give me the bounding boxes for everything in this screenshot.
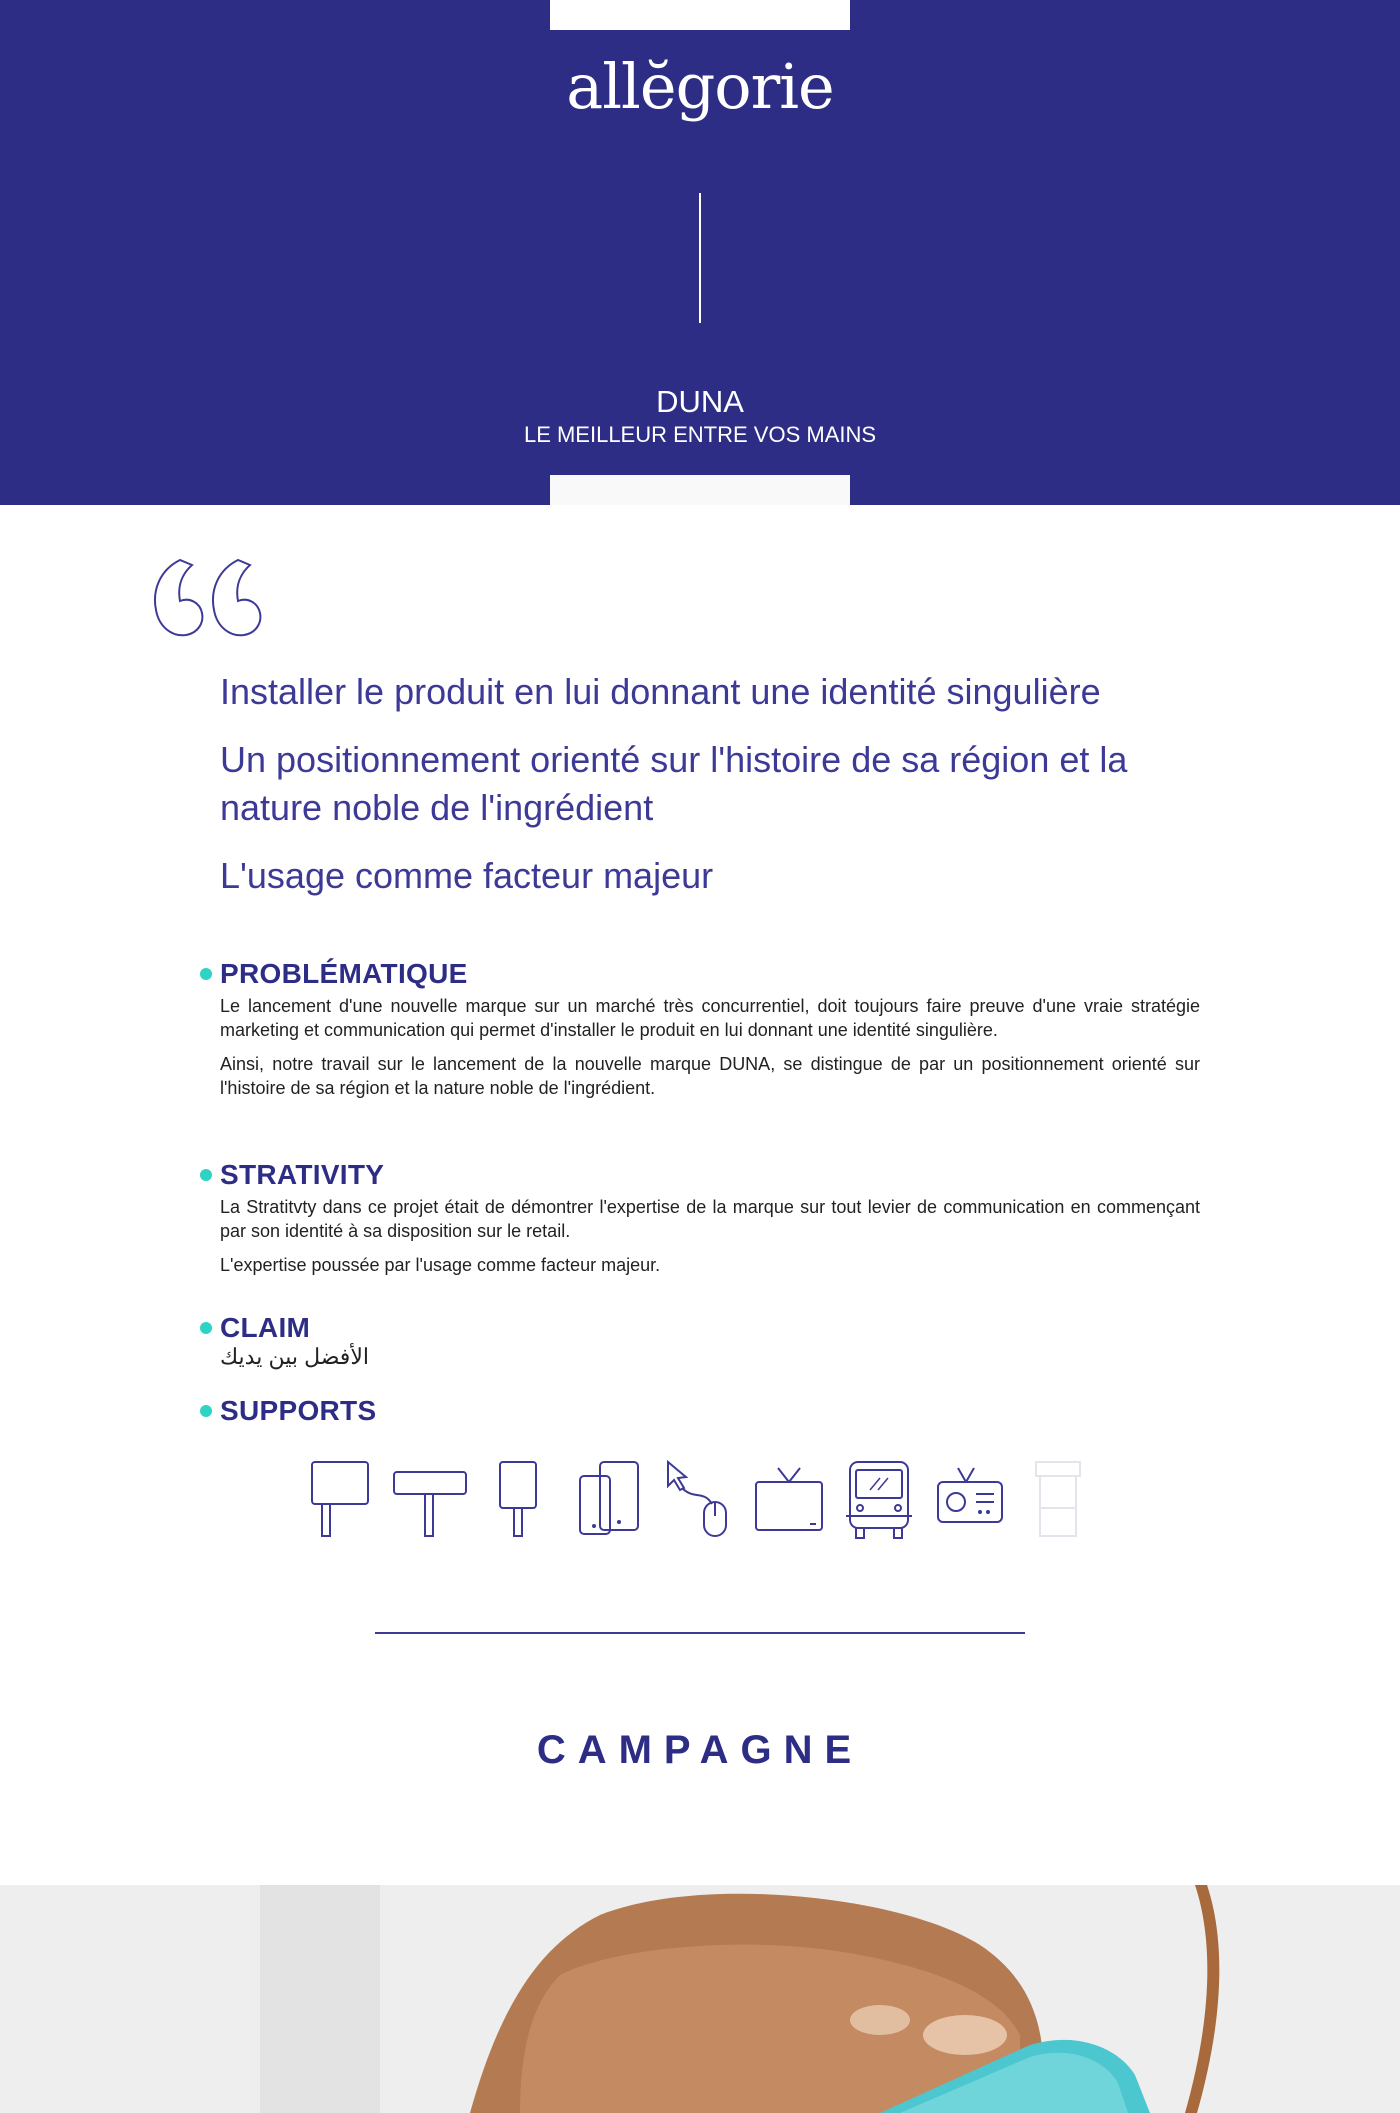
section-problematique (200, 958, 1200, 1110)
project-subtitle: LE MEILLEUR ENTRE VOS MAINS (523, 422, 877, 447)
key-message: L'usage comme facteur majeur (220, 855, 714, 896)
header-top-tab (550, 0, 850, 30)
billboard-icon (310, 1460, 372, 1538)
pole-sign-icon (498, 1460, 538, 1538)
section-paragraph: La Stratitvty dans ce projet était de démontrer l'expertise de la marque sur tout levier de communication en commençant par son identité à sa disposition sur le retail. (220, 1197, 1200, 1241)
section-paragraph: L'expertise poussée par l'usage comme facteur majeur. (220, 1255, 661, 1275)
section-title: STRATIVITY (220, 1159, 385, 1190)
section-strativity (200, 1159, 1200, 1287)
bullet-dot (200, 1322, 212, 1334)
radio-icon (936, 1460, 1006, 1530)
bullet-dot (200, 1169, 212, 1181)
bullet-dot (200, 968, 212, 980)
kiosk-icon (1034, 1460, 1082, 1538)
campaign-photo (0, 1885, 1400, 2113)
supports-icons (306, 1460, 1086, 1540)
section-claim (200, 1312, 1200, 1370)
vertical-divider (699, 193, 701, 323)
section-title: PROBLÉMATIQUE (220, 958, 468, 989)
hero-header (0, 0, 1400, 505)
section-divider (375, 1632, 1025, 1634)
key-message: Installer le produit en lui donnant une identité singulière (220, 671, 1101, 712)
devices-icon (578, 1460, 640, 1538)
section-paragraph: Le lancement d'une nouvelle marque sur un marché très concurrentiel, doit toujours faire preuve d'une vraie stratégie marketing et communication qui permet d'installer le produit en lui donnant une identité singulière. (220, 996, 1200, 1040)
hands-holding-product-image (0, 1885, 1400, 2113)
claim-arabic: الأفضل بين يديك (220, 1344, 369, 1369)
mouse-web-icon (664, 1460, 736, 1538)
key-message: Un positionnement orienté sur l'histoire de sa région et la nature noble de l'ingrédient (220, 739, 1128, 828)
wide-billboard-icon (392, 1460, 468, 1538)
tv-icon (754, 1460, 824, 1538)
section-title: SUPPORTS (220, 1395, 377, 1426)
brand-logo[interactable]: allĕgorie (566, 50, 834, 123)
bullet-dot (200, 1405, 212, 1417)
header-bottom-tab (550, 475, 850, 505)
campaign-heading: CAMPAGNE (536, 1728, 864, 1772)
section-supports (200, 1395, 1200, 1427)
project-title: DUNA (656, 384, 744, 419)
section-title: CLAIM (220, 1312, 311, 1343)
bus-icon (846, 1460, 912, 1540)
section-paragraph: Ainsi, notre travail sur le lancement de la nouvelle marque DUNA, se distingue de par un positionnement orienté sur l'histoire de sa région et la nature noble de l'ingrédient. (220, 1054, 1200, 1098)
key-messages (220, 668, 1200, 920)
quote-mark-icon (150, 555, 265, 645)
